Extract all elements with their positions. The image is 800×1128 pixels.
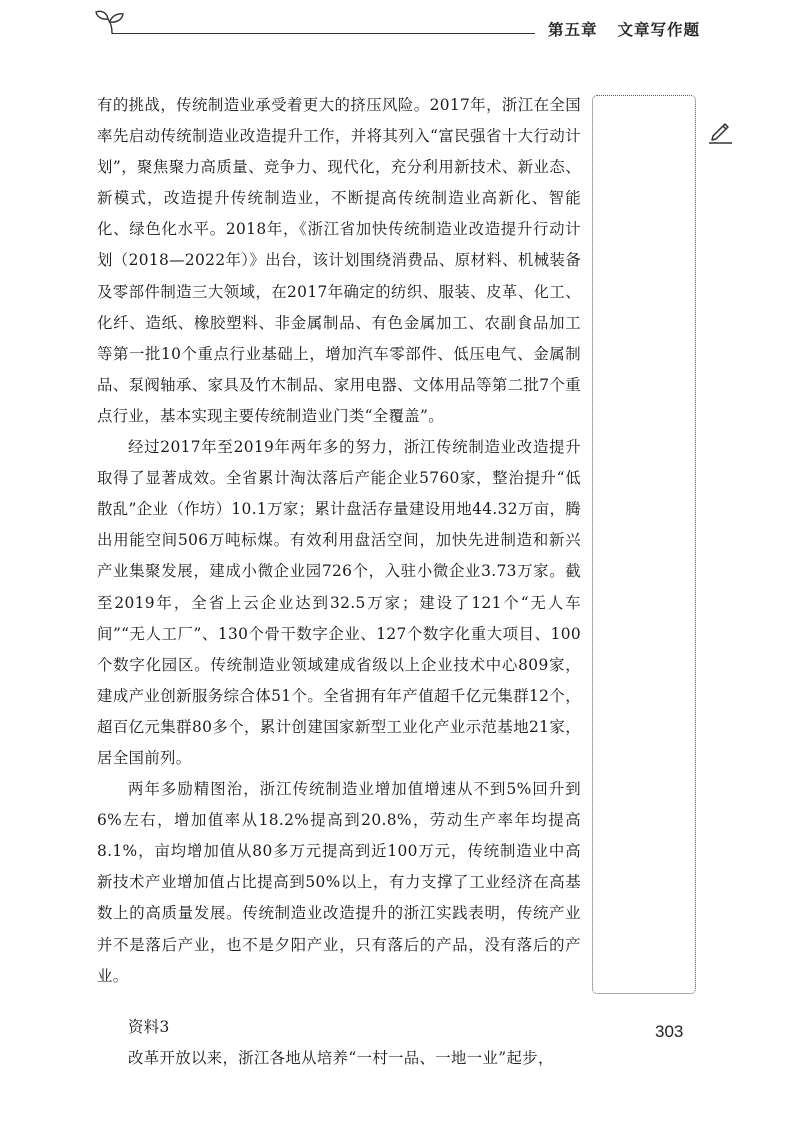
running-header	[548, 18, 700, 40]
page-number: 303	[655, 1022, 684, 1041]
header-rule	[112, 33, 535, 34]
pencil-note-icon	[706, 117, 734, 145]
paragraph-4: 改革开放以来，浙江各地从培养“一村一品、一地一业”起步，	[128, 1048, 554, 1067]
chapter-title: 文章写作题	[617, 21, 701, 39]
paragraph-1: 有的挑战，传统制造业承受着更大的挤压风险。2017年，浙江在全国率先启动传统制造业改造提升工作，并将其列入“富民强省十大行动计划”，聚焦聚力高质量、竞争力、现代化，充分利用新技术、新业态、新模式，改造提升传统制造业，不断提高传统制造业高新化、智能化、绿色化水平。2018年，《浙江省加快传统制造业改造提升行动计划（2018—2022年）》出台，该计划围绕消费品、原材料、机械装备及零部件制造三大领域，在2017年确定的纺织、服装、皮革、化工、化纤、造纸、橡胶塑料、非金属制品、有色金属加工、农副食品加工等第一批10个重点行业基础上，增加汽车零部件、低压电气、金属制品、泵阀轴承、家具及竹木制品、家用电器、文体用品等第二批7个重点行业，基本实现主要传统制造业门类“全覆盖”。	[97, 96, 581, 425]
paragraph-3: 两年多励精图治，浙江传统制造业增加值增速从不到5%回升到6%左右，增加值率从18.2%提高到20.8%，劳动生产率年均提高8.1%，亩均增加值从80多万元提高到近100万元，传统制造业中高新技术产业增加值占比提高到50%以上，有力支撑了工业经济在高基数上的高质量发展。传统制造业改造提升的浙江实践表明，传统产业并不是落后产业，也不是夕阳产业，只有落后的产品，没有落后的产业。	[97, 780, 581, 985]
paragraph-2: 经过2017年至2019年两年多的努力，浙江传统制造业改造提升取得了显著成效。全省累计淘汰落后产能企业5760家，整治提升“低散乱”企业（作坊）10.1万家；累计盘活存量建设用地44.32万亩，腾出用能空间506万吨标煤。有效利用盘活空间，加快先进制造和新兴产业集聚发展，建成小微企业园726个，入驻小微企业3.73万家。截至2019年，全省上云企业达到32.5万家；建设了121个“无人车间”“无人工厂”、130个骨干数字企业、127个数字化重大项目、100个数字化园区。传统制造业领域建成省级以上企业技术中心809家，建成产业创新服务综合体51个。全省拥有年产值超千亿元集群12个，超百亿元集群80多个，累计创建国家新型工业化产业示范基地21家，居全国前列。	[97, 438, 581, 767]
chapter-label: 第五章	[548, 21, 598, 39]
sprout-icon	[93, 6, 127, 40]
body-text	[97, 90, 581, 1074]
margin-note-box	[592, 95, 696, 994]
section-heading: 资料3	[128, 1017, 170, 1036]
